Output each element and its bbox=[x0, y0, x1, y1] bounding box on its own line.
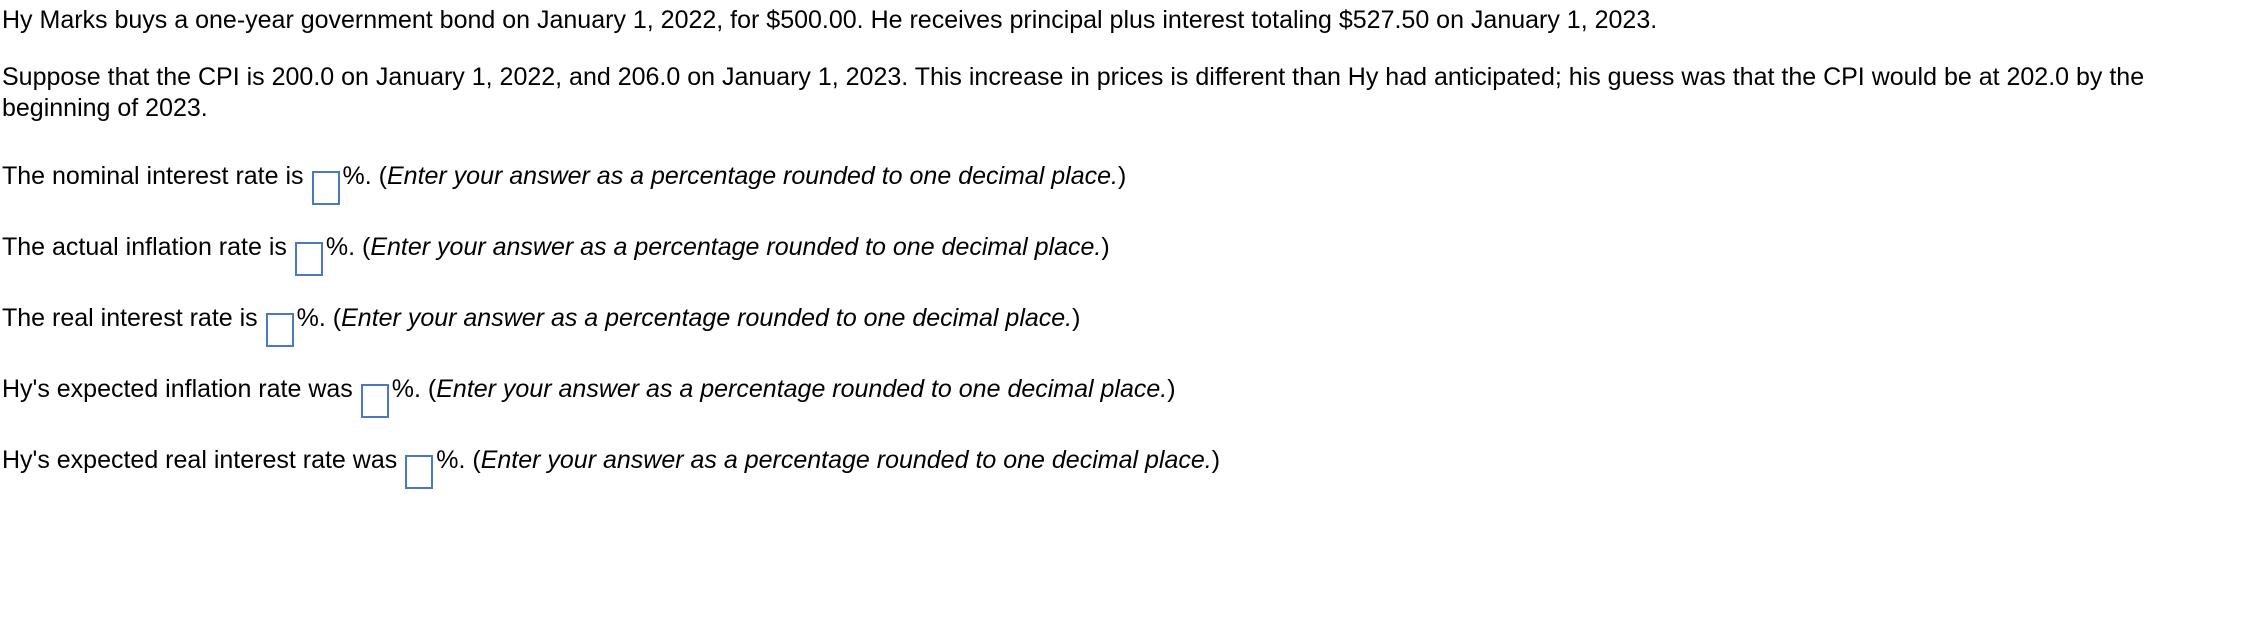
answer-hint: Enter your answer as a percentage rounded to one decimal place. bbox=[436, 375, 1168, 403]
expected-real-interest-input[interactable] bbox=[405, 455, 433, 489]
question-expected-real-interest bbox=[2, 445, 1220, 489]
answer-hint: Enter your answer as a percentage rounded to one decimal place. bbox=[480, 446, 1212, 474]
answer-hint: Enter your answer as a percentage rounded to one decimal place. bbox=[370, 233, 1102, 261]
answer-hint: Enter your answer as a percentage rounded to one decimal place. bbox=[341, 304, 1073, 332]
question-prompt: Hy's expected real interest rate was bbox=[2, 446, 398, 474]
intro-paragraph-2: Suppose that the CPI is 200.0 on January 1, 2022, and 206.0 on January 1, 2023. This increase in prices is different than Hy had anticipated; his guess was that the CPI would be at 202.0 by the beginning of 2023. bbox=[2, 63, 2145, 122]
close-paren: ) bbox=[1167, 375, 1176, 403]
question-prompt: The nominal interest rate is bbox=[2, 162, 304, 190]
actual-inflation-input[interactable] bbox=[295, 242, 323, 276]
question-prompt: The real interest rate is bbox=[2, 304, 258, 332]
real-interest-input[interactable] bbox=[266, 313, 294, 347]
close-paren: ) bbox=[1211, 446, 1221, 474]
question-prompt: Hy's expected inflation rate was bbox=[2, 375, 353, 403]
answer-hint: Enter your answer as a percentage rounded to one decimal place. bbox=[386, 162, 1118, 190]
close-paren: ) bbox=[1118, 162, 1127, 190]
intro-paragraph-1: Hy Marks buys a one-year government bond on January 1, 2022, for $500.00. He receives principal plus interest totaling $527.50 on January 1, 2023. bbox=[2, 6, 1658, 34]
question-actual-inflation bbox=[2, 232, 1110, 276]
percent-suffix: %. ( bbox=[391, 375, 437, 403]
percent-suffix: %. ( bbox=[325, 233, 371, 261]
question-real-interest bbox=[2, 303, 1080, 347]
percent-suffix: %. ( bbox=[436, 446, 481, 474]
expected-inflation-input[interactable] bbox=[361, 384, 389, 418]
question-nominal-interest bbox=[2, 161, 1126, 205]
close-paren: ) bbox=[1072, 304, 1081, 332]
close-paren: ) bbox=[1101, 233, 1110, 261]
question-expected-inflation bbox=[2, 374, 1176, 418]
nominal-interest-input[interactable] bbox=[312, 171, 340, 205]
percent-suffix: %. ( bbox=[342, 162, 387, 190]
percent-suffix: %. ( bbox=[296, 304, 342, 332]
question-prompt: The actual inflation rate is bbox=[2, 233, 287, 261]
